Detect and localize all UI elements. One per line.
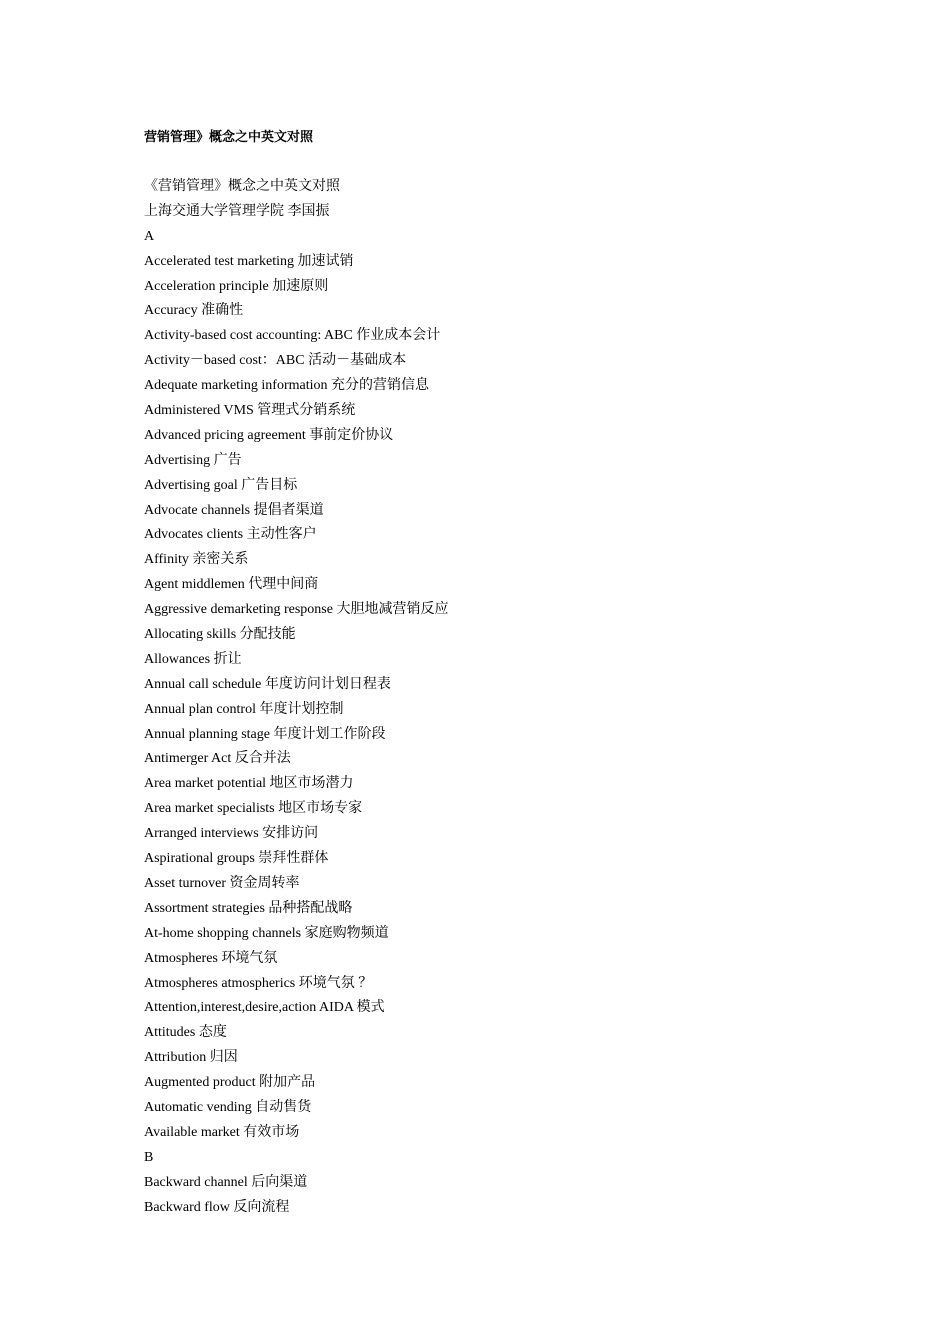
glossary-line: Augmented product 附加产品 xyxy=(144,1075,316,1091)
glossary-line: Accelerated test marketing 加速试销 xyxy=(144,253,354,269)
document-heading: 营销管理》概念之中英文对照 xyxy=(144,130,314,145)
glossary-line: Advertising 广告 xyxy=(144,452,242,468)
glossary-line: Automatic vending 自动售货 xyxy=(144,1099,312,1115)
glossary-line: Assortment strategies 品种搭配战略 xyxy=(144,900,353,916)
glossary-line: Asset turnover 资金周转率 xyxy=(144,875,300,891)
glossary-line: Aspirational groups 崇拜性群体 xyxy=(144,851,329,867)
glossary-line: Advertising goal 广告目标 xyxy=(144,477,298,493)
glossary-line: Adequate marketing information 充分的营销信息 xyxy=(144,378,429,394)
glossary-line: Activity-based cost accounting: ABC 作业成本会计 xyxy=(144,328,441,344)
glossary-line: Area market specialists 地区市场专家 xyxy=(144,801,363,817)
glossary-line: Allocating skills 分配技能 xyxy=(144,627,296,643)
glossary-line: Backward channel 后向渠道 xyxy=(144,1174,308,1190)
glossary-line: Backward flow 反向流程 xyxy=(144,1199,290,1215)
glossary-line: Agent middlemen 代理中间商 xyxy=(144,577,319,593)
glossary-line: Affinity 亲密关系 xyxy=(144,552,249,568)
glossary-line: Annual call schedule 年度访问计划日程表 xyxy=(144,676,391,692)
glossary-line: B xyxy=(144,1149,154,1165)
glossary-line: A xyxy=(144,228,155,244)
glossary-line: Area market potential 地区市场潜力 xyxy=(144,776,354,792)
glossary-line: Acceleration principle 加速原则 xyxy=(144,278,329,294)
glossary-line: Advocate channels 提倡者渠道 xyxy=(144,502,324,518)
glossary-list xyxy=(144,176,448,1221)
glossary-line: Atmospheres atmospherics 环境气氛 ？ xyxy=(144,975,373,991)
glossary-line: Advanced pricing agreement 事前定价协议 xyxy=(144,427,394,443)
glossary-line: Annual planning stage 年度计划工作阶段 xyxy=(144,726,386,742)
glossary-line: Activity－based cost：ABC 活动－基础成本 xyxy=(144,353,407,369)
glossary-line: Aggressive demarketing response 大胆地减营销反应 xyxy=(144,602,449,618)
glossary-line: Attribution 归因 xyxy=(144,1050,238,1066)
glossary-line: Attention,interest,desire,action AIDA 模式 xyxy=(144,1000,385,1016)
glossary-line: Accuracy 准确性 xyxy=(144,303,244,319)
glossary-line: Atmospheres 环境气氛 xyxy=(144,950,278,966)
glossary-line: 上海交通大学管理学院 李国振 xyxy=(144,203,330,219)
glossary-line: Antimerger Act 反合并法 xyxy=(144,751,291,767)
glossary-line: Arranged interviews 安排访问 xyxy=(144,826,319,842)
glossary-line: Annual plan control 年度计划控制 xyxy=(144,701,344,717)
glossary-line: Allowances 折让 xyxy=(144,651,242,667)
glossary-line: At-home shopping channels 家庭购物频道 xyxy=(144,925,389,941)
glossary-line: Attitudes 态度 xyxy=(144,1025,227,1041)
glossary-line: 《营销管理》概念之中英文对照 xyxy=(144,179,340,194)
glossary-line: Available market 有效市场 xyxy=(144,1124,300,1140)
glossary-line: Administered VMS 管理式分销系统 xyxy=(144,403,356,419)
glossary-line: Advocates clients 主动性客户 xyxy=(144,527,317,543)
